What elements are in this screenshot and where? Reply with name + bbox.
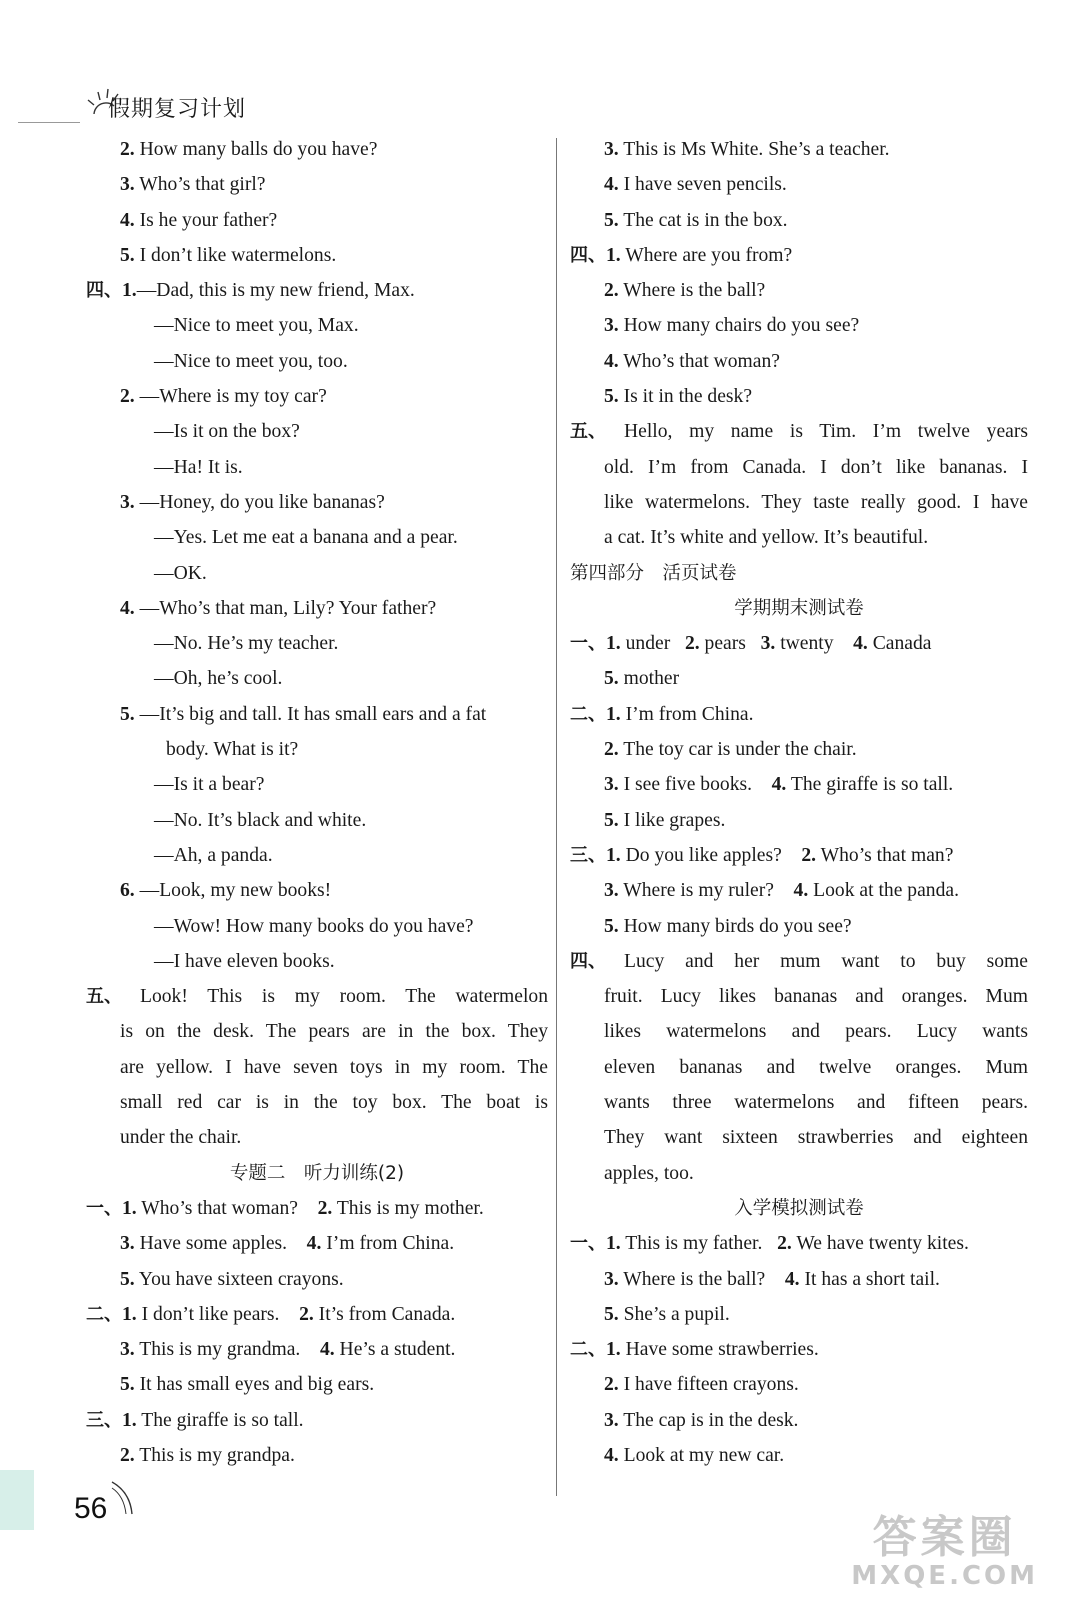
section-line: 二、1. Have some strawberries. (570, 1339, 819, 1361)
dialogue-line: —No. It’s black and white. (154, 809, 367, 831)
dialogue-line: —Oh, he’s cool. (154, 668, 283, 690)
dialogue-line: —Is it a bear? (154, 774, 265, 796)
answer-line: 3. How many chairs do you see? (604, 315, 860, 337)
header-rule (18, 122, 80, 123)
passage-line: fruit. Lucy likes bananas and oranges. Mum (604, 986, 1028, 1008)
passage-line: are yellow. I have seven toys in my room. The (120, 1056, 548, 1078)
answer-line: 5. You have sixteen crayons. (120, 1268, 344, 1290)
section-heading: 入学模拟测试卷 (734, 1197, 864, 1219)
answer-line: 5. I don’t like watermelons. (120, 244, 337, 266)
page-number-swoosh-icon (110, 1478, 136, 1518)
passage-line: 四、 Lucy and her mum want to buy some (570, 950, 1028, 972)
part-heading: 第四部分 活页试卷 (570, 562, 737, 584)
answer-line: 3. Have some apples. 4. I’m from China. (120, 1233, 455, 1255)
left-column (86, 132, 548, 1473)
dialogue-line: body. What is it? (166, 739, 299, 761)
passage-line: 五、 Hello, my name is Tim. I’m twelve years (570, 421, 1028, 443)
section-heading: 学期期末测试卷 (734, 597, 864, 619)
passage-line: small red car is in the toy box. The boat is (120, 1092, 548, 1114)
answer-line: 2. This is my grandpa. (120, 1444, 295, 1466)
answer-line: 3. This is Ms White. She’s a teacher. (604, 139, 890, 160)
watermark-logo: 答案圈 (872, 1512, 1017, 1563)
passage-line: is on the desk. The pears are in the box. They (120, 1021, 548, 1043)
answer-line: 3. Where is my ruler? 4. Look at the panda. (604, 880, 959, 902)
dialogue-line: —Is it on the box? (154, 421, 300, 443)
passage-line: apples, too. (604, 1162, 694, 1184)
passage-line: 五、 Look! This is my room. The watermelon (86, 986, 548, 1008)
answer-line: 4. I have seven pencils. (604, 174, 787, 196)
answer-line: 3. I see five books. 4. The giraffe is so tall. (604, 774, 954, 796)
passage-line: They want sixteen strawberries and eighteen (604, 1127, 1028, 1149)
watermark (851, 1514, 1038, 1590)
answer-line: 5. I like grapes. (604, 809, 726, 831)
answer-line: 2. Where is the ball? (604, 280, 766, 302)
dialogue-line: —Ha! It is. (154, 456, 243, 478)
answer-line: 3. —Honey, do you like bananas? (120, 491, 385, 513)
dialogue-line: —Yes. Let me eat a banana and a pear. (154, 527, 458, 549)
answer-line: 5. She’s a pupil. (604, 1303, 730, 1325)
answer-line: 5. Is it in the desk? (604, 386, 753, 408)
watermark-url: MXQE.COM (851, 1561, 1038, 1591)
column-divider (556, 138, 557, 1496)
dialogue-line: —Nice to meet you, Max. (154, 315, 359, 337)
dialogue-line: —I have eleven books. (154, 950, 335, 972)
corner-decoration (0, 1470, 34, 1530)
section-heading: 专题二 听力训练(2) (229, 1162, 405, 1184)
answer-line: 4. —Who’s that man, Lily? Your father? (120, 597, 437, 619)
answer-line: 5. —It’s big and tall. It has small ears and a fat (120, 703, 487, 725)
dialogue-line: —Wow! How many books do you have? (154, 915, 474, 937)
passage-line: old. I’m from Canada. I don’t like bananas. I (604, 456, 1028, 478)
page-number: 56 (74, 1492, 108, 1525)
answer-line: 4. Is he your father? (120, 209, 278, 231)
answer-line: 3. The cap is in the desk. (604, 1409, 799, 1431)
passage-line: a cat. It’s white and yellow. It’s beautiful. (604, 527, 929, 549)
answer-line: 3. Where is the ball? 4. It has a short tail. (604, 1268, 940, 1290)
dialogue-line: —Nice to meet you, too. (154, 350, 348, 372)
dialogue-line: —No. He’s my teacher. (154, 633, 339, 655)
answer-line: 2. The toy car is under the chair. (604, 739, 857, 761)
section-line: 二、1. I don’t like pears. 2. It’s from Canada. (86, 1303, 456, 1325)
section-line: 一、1. This is my father. 2. We have twenty kites. (570, 1233, 969, 1255)
answer-line: 3. This is my grandma. 4. He’s a student. (120, 1339, 456, 1361)
section-line: 四、1. Where are you from? (570, 244, 793, 266)
section-line: 一、1. under 2. pears 3. twenty 4. Canada (570, 633, 932, 655)
answer-line: 2. How many balls do you have? (120, 139, 378, 160)
answer-line: 5. It has small eyes and big ears. (120, 1374, 375, 1396)
answer-line: 3. Who’s that girl? (120, 174, 266, 196)
passage-line: likes watermelons and pears. Lucy wants (604, 1021, 1028, 1043)
header-title: 假期复习计划 (108, 97, 247, 122)
answer-line: 5. The cat is in the box. (604, 209, 788, 231)
section-line: 三、1. Do you like apples? 2. Who’s that man? (570, 844, 954, 866)
passage-line: eleven bananas and twelve oranges. Mum (604, 1056, 1028, 1078)
dialogue-line: —Ah, a panda. (154, 844, 273, 866)
answer-line: 2. I have fifteen crayons. (604, 1374, 799, 1396)
answer-line: 6. —Look, my new books! (120, 880, 332, 902)
answer-line: 4. Who’s that woman? (604, 350, 780, 372)
passage-line: wants three watermelons and fifteen pears. (604, 1092, 1028, 1114)
dialogue-line: —OK. (154, 562, 207, 584)
section-line: 三、1. The giraffe is so tall. (86, 1409, 304, 1431)
right-column (570, 132, 1028, 1473)
section-line: 二、1. I’m from China. (570, 703, 754, 725)
section-line: 四、1.—Dad, this is my new friend, Max. (86, 280, 415, 302)
answer-line: 2. —Where is my toy car? (120, 386, 327, 408)
passage-line: under the chair. (120, 1127, 242, 1149)
answer-line: 5. How many birds do you see? (604, 915, 852, 937)
passage-line: like watermelons. They taste really good. I have (604, 491, 1028, 513)
answer-line: 5. mother (604, 668, 680, 690)
section-line: 一、1. Who’s that woman? 2. This is my mother. (86, 1197, 484, 1219)
answer-line: 4. Look at my new car. (604, 1444, 785, 1466)
